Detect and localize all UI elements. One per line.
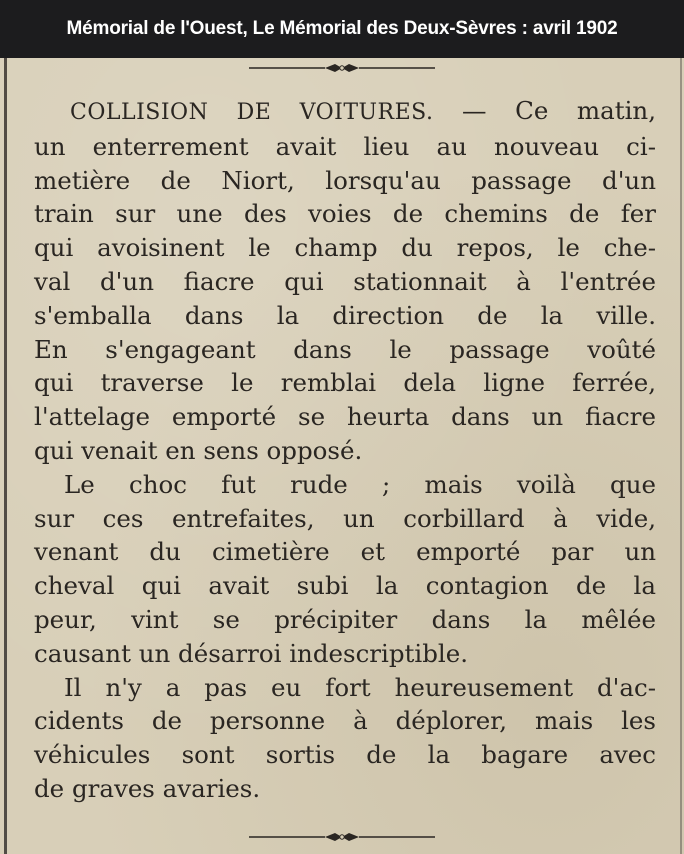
article-line: val d'un fiacre qui stationnait à l'entrée <box>34 266 656 296</box>
article-line: peur, vint se précipiter dans la mêlée <box>34 604 656 634</box>
article-line: causant un désarroi indescriptible. <box>34 638 469 668</box>
column-rule-right <box>680 58 682 854</box>
article-line-text: — Ce matin, <box>433 96 656 125</box>
ornament-divider-top <box>247 61 437 75</box>
article-line <box>34 94 656 130</box>
article-line: l'attelage emporté se heurta dans un fiacre <box>34 402 656 432</box>
article-line: cidents de personne à déplorer, mais les <box>34 706 656 736</box>
header-bar <box>0 0 684 58</box>
article-line: En s'engageant dans le passage voûté <box>34 334 656 364</box>
article-line: qui avoisinent le champ du repos, le che- <box>34 233 656 263</box>
page-title: Mémorial de l'Ouest, Le Mémorial des Deux-Sèvres : avril 1902 <box>66 18 618 39</box>
article-line: cheval qui avait subi la contagion de la <box>34 571 656 601</box>
article-line: un enterrement avait lieu au nouveau ci- <box>34 131 656 161</box>
article-line: metière de Niort, lorsqu'au passage d'un <box>34 165 656 195</box>
article <box>34 94 656 806</box>
column-rule-left <box>4 58 7 854</box>
article-line: véhicules sont sortis de la bagare avec <box>34 740 656 770</box>
article-line: s'emballa dans la direction de la ville. <box>34 300 656 330</box>
newspaper-clipping <box>0 58 684 854</box>
article-line: sur ces entrefaites, un corbillard à vide, <box>34 503 656 533</box>
article-line: train sur une des voies de chemins de fer <box>34 199 656 229</box>
article-line: Le choc fut rude ; mais voilà que <box>64 469 656 499</box>
article-line: qui traverse le remblai dela ligne ferrée, <box>34 368 656 398</box>
article-headline: COLLISION DE VOITURES. <box>70 100 434 125</box>
article-line: venant du cimetière et emporté par un <box>34 537 656 567</box>
article-line: Il n'y a pas eu fort heureusement d'ac- <box>64 672 656 702</box>
article-line: qui venait en sens opposé. <box>34 435 363 465</box>
ornament-divider-bottom <box>247 830 437 844</box>
article-line: de graves avaries. <box>34 773 261 803</box>
